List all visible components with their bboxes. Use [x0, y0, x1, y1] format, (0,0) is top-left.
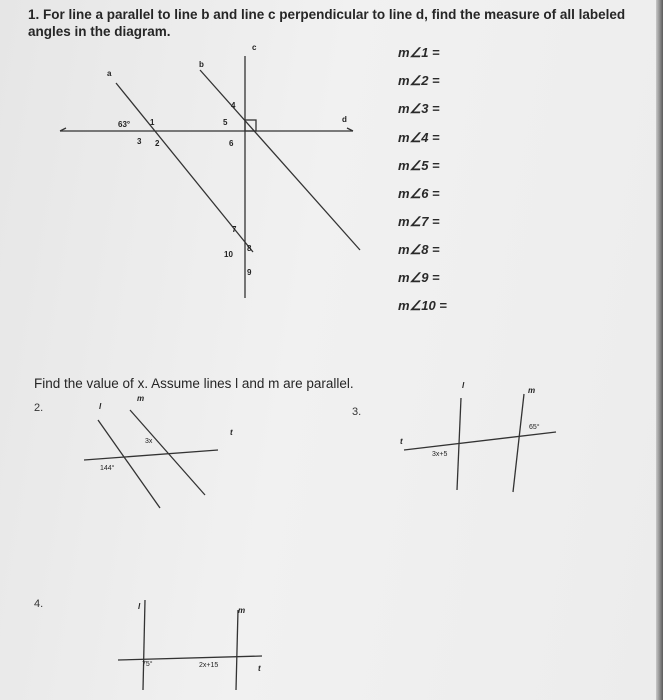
- p3-label-m: m: [528, 386, 536, 395]
- p4-line-l: [143, 600, 145, 690]
- answer-angle-8: m∠8 =: [398, 242, 440, 257]
- p3-label-t: t: [400, 437, 403, 446]
- p1-label-c: c: [252, 43, 257, 52]
- p3-angle-65: 65°: [529, 424, 540, 431]
- p1-angle-63: 63°: [118, 120, 131, 129]
- answer-angle-9: m∠9 =: [398, 270, 440, 285]
- p1-label-a: a: [107, 69, 112, 78]
- answer-angle-10: m∠10 =: [398, 298, 447, 313]
- p1-angle-8: 8: [247, 244, 252, 253]
- problem-1-line-2: angles in the diagram.: [28, 24, 171, 39]
- p3-angle-3x-plus-5: 3x+5: [432, 451, 448, 458]
- p2-label-t: t: [230, 428, 233, 437]
- p4-angle-2x-plus-15: 2x+15: [199, 662, 219, 669]
- p4-line-m: [236, 610, 238, 690]
- instructions-text: Find the value of x. Assume lines l and m are parallel.: [34, 376, 354, 391]
- p1-label-b: b: [199, 60, 204, 69]
- p4-transversal-t: [118, 656, 262, 660]
- p3-label-l: l: [462, 381, 465, 390]
- p3-transversal-t: [404, 432, 556, 450]
- answer-angle-6: m∠6 =: [398, 186, 440, 201]
- p1-angle-7: 7: [232, 225, 237, 234]
- p2-angle-3x: 3x: [145, 438, 153, 445]
- problem-4-number: 4.: [34, 598, 44, 610]
- p4-label-l: l: [138, 602, 141, 611]
- answer-angle-2: m∠2 =: [398, 73, 440, 88]
- p1-line-b: [200, 70, 360, 250]
- p2-transversal-t: [84, 450, 218, 460]
- p1-angle-2: 2: [155, 139, 160, 148]
- p4-angle-75: 75°: [142, 661, 153, 668]
- p3-line-m: [513, 394, 524, 492]
- answer-angle-4: m∠4 =: [398, 130, 440, 145]
- p1-angle-3: 3: [137, 137, 142, 146]
- p1-label-d: d: [342, 115, 347, 124]
- answer-angle-3: m∠3 =: [398, 101, 440, 116]
- p1-angle-9: 9: [247, 268, 252, 277]
- p1-angle-1: 1: [150, 118, 155, 127]
- p1-angle-10: 10: [224, 250, 233, 259]
- p2-label-l: l: [99, 402, 102, 411]
- p2-angle-144: 144°: [100, 465, 115, 472]
- p1-angle-5: 5: [223, 118, 228, 127]
- p1-angle-4: 4: [231, 101, 236, 110]
- problem-3-number: 3.: [352, 406, 362, 418]
- p2-label-m: m: [137, 394, 145, 403]
- p4-label-t: t: [258, 664, 261, 673]
- answer-angle-7: m∠7 =: [398, 214, 440, 229]
- answer-angle-1: m∠1 =: [398, 45, 440, 60]
- p1-angle-6: 6: [229, 139, 234, 148]
- p4-label-m: m: [238, 606, 246, 615]
- problem-1-line-1: 1. For line a parallel to line b and line c perpendicular to line d, find the measure of all labeled: [28, 7, 626, 22]
- problem-2-number: 2.: [34, 402, 44, 414]
- answer-angle-5: m∠5 =: [398, 158, 440, 173]
